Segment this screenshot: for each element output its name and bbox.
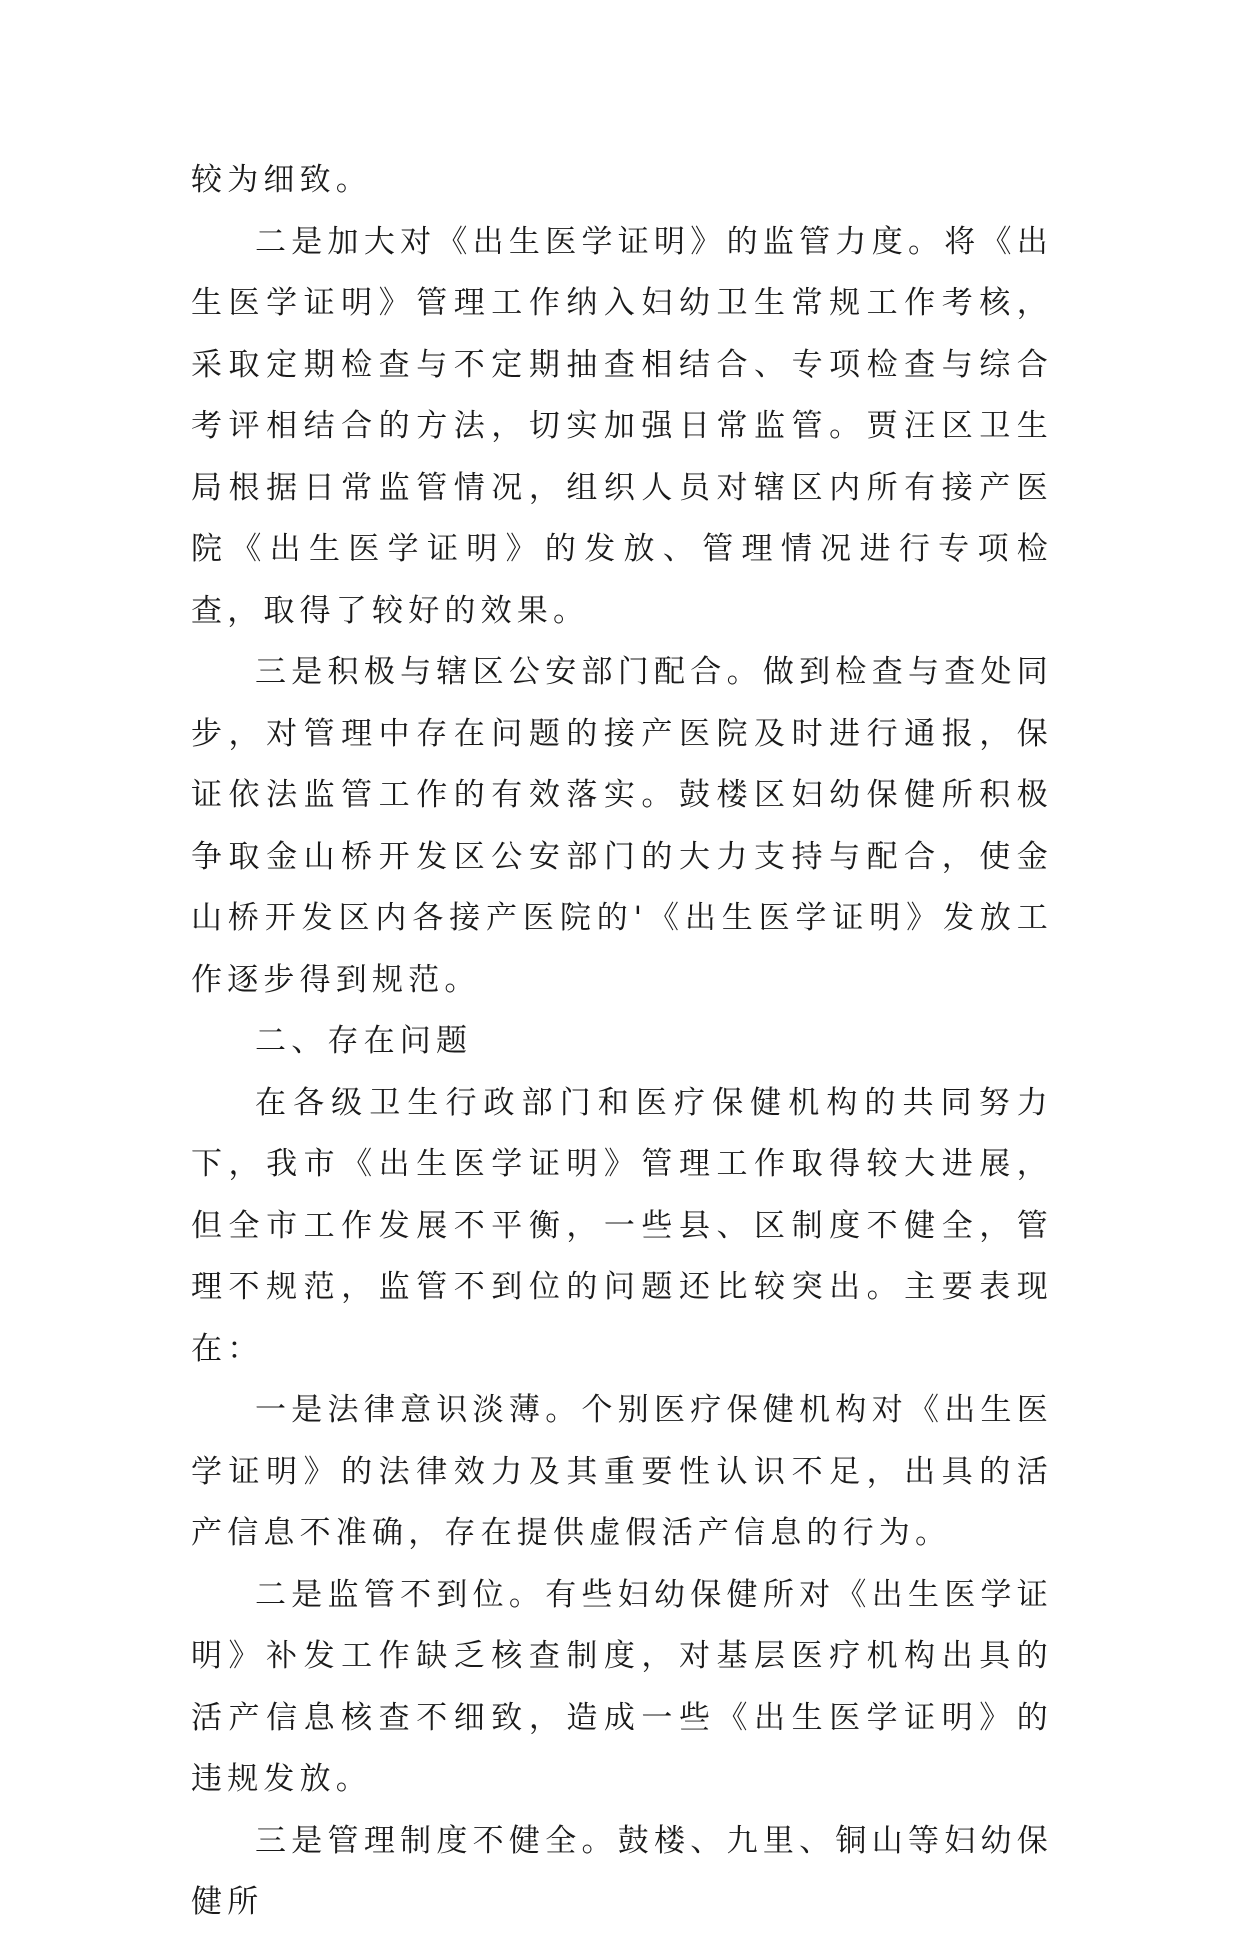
paragraph-supervision: 二是加大对《出生医学证明》的监管力度。将《出生医学证明》管理工作纳入妇幼卫生常规工作考核，采取定期检查与不定期抽查相结合、专项检查与综合考评相结合的方法，切实加强日常监管。贾汪区卫生局根据日常监管情况，组织人员对辖区内所有接产医院《出生医学证明》的发放、管理情况进行专项检查，取得了较好的效果。	[191, 223, 1053, 629]
paragraph-management-system: 三是管理制度不健全。鼓楼、九里、铜山等妇幼保健所	[191, 1822, 1053, 1920]
paragraph-police-cooperation: 三是积极与辖区公安部门配合。做到检查与查处同步，对管理中存在问题的接产医院及时进行通报，保证依法监管工作的有效落实。鼓楼区妇幼保健所积极争取金山桥开发区公安部门的大力支持与配合，使金山桥开发区内各接产医院的'《出生医学证明》发放工作逐步得到规范。	[191, 654, 1053, 998]
paragraph-legal-awareness: 一是法律意识淡薄。个别医疗保健机构对《出生医学证明》的法律效力及其重要性认识不足，出具的活产信息不准确，存在提供虚假活产信息的行为。	[191, 1392, 1053, 1551]
section-heading-problems: 二、存在问题	[255, 1023, 473, 1059]
paragraph-supervision-gap: 二是监管不到位。有些妇幼保健所对《出生医学证明》补发工作缺乏核查制度，对基层医疗机构出具的活产信息核查不细致，造成一些《出生医学证明》的违规发放。	[191, 1576, 1053, 1797]
body-text	[191, 150, 1053, 1934]
paragraph-continuation: 较为细致。	[191, 162, 372, 198]
paragraph-problems-intro: 在各级卫生行政部门和医疗保健机构的共同努力下，我市《出生医学证明》管理工作取得较大进展，但全市工作发展不平衡，一些县、区制度不健全，管理不规范，监管不到位的问题还比较突出。主要表现在：	[191, 1084, 1053, 1367]
